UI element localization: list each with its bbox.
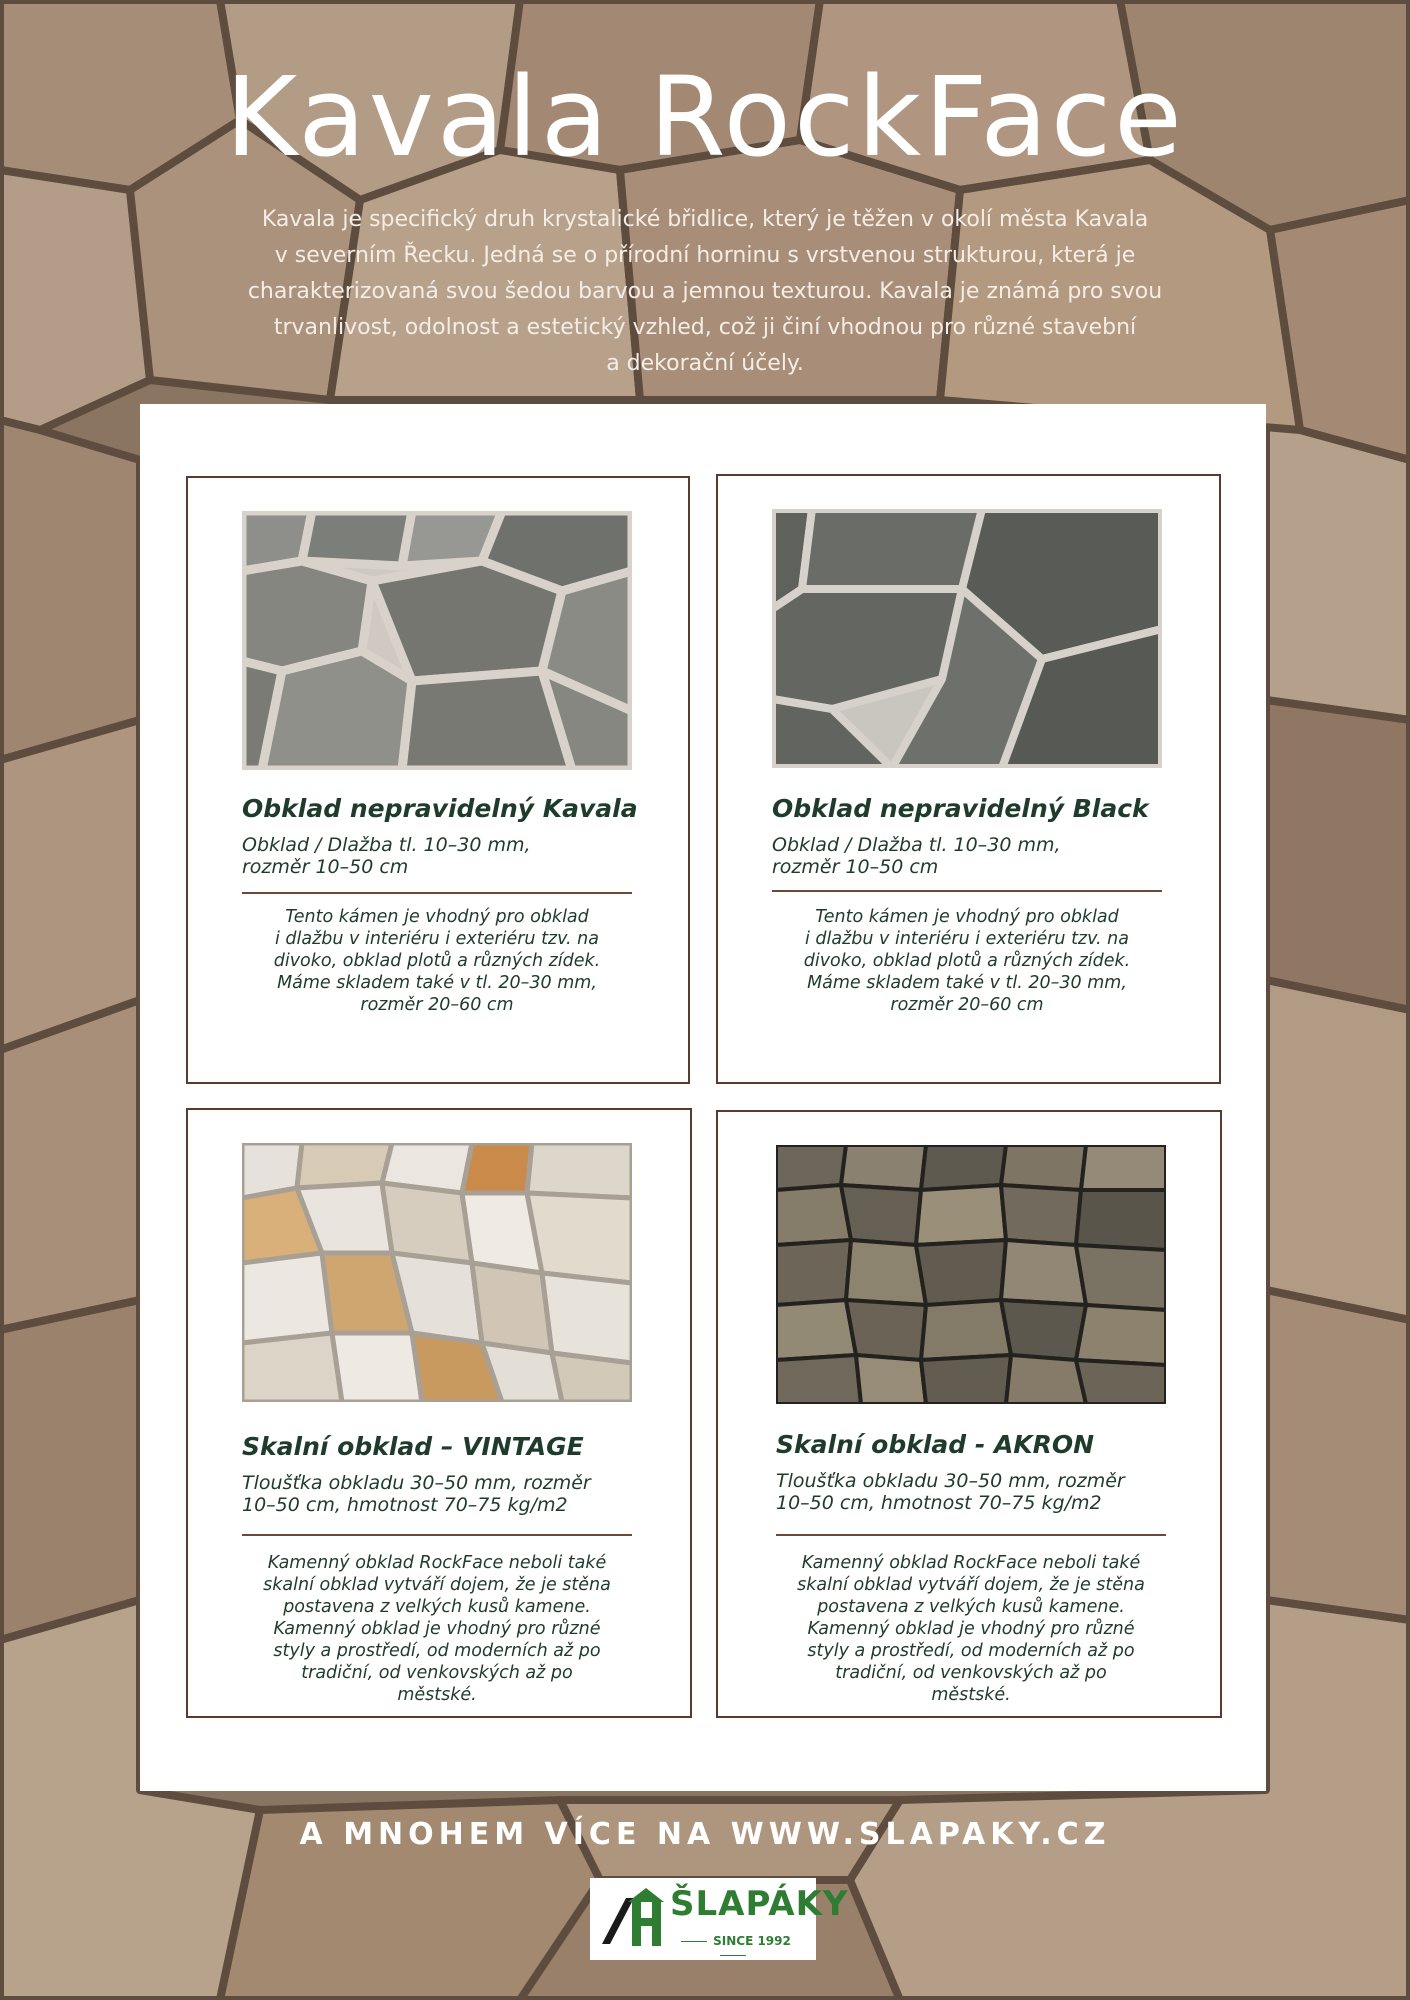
product-spec: Tloušťka obkladu 30–50 mm, rozměr 10–50 cm, hmotnost 70–75 kg/m2 xyxy=(242,1472,591,1516)
product-title: Skalní obklad - AKRON xyxy=(776,1430,1095,1459)
product-description: Tento kámen je vhodný pro obklad i dlažbu v interiéru i exteriéru tzv. na divoko, obklad plotů a různých zídek. Máme skladem také v tl. 20–30 mm, rozměr 20–60 cm xyxy=(803,907,1131,1015)
product-title: Obklad nepravidelný Black xyxy=(772,794,1149,823)
divider xyxy=(776,1534,1166,1536)
product-card-akron xyxy=(716,1110,1222,1718)
product-spec: Obklad / Dlažba tl. 10–30 mm, rozměr 10–50 cm xyxy=(242,834,531,878)
slapaky-logo xyxy=(590,1878,849,1960)
product-title: Obklad nepravidelný Kavala xyxy=(242,794,638,823)
page-title: Kavala RockFace xyxy=(225,53,1185,181)
website-callout: A MNOHEM VÍCE NA WWW.SLAPAKY.CZ xyxy=(299,1817,1111,1852)
product-card-kavala xyxy=(186,476,690,1084)
logo-brand-text: ŠLAPÁKY xyxy=(670,1884,849,1924)
product-description: Kamenný obklad RockFace neboli také skalní obklad vytváří dojem, že je stěna postavena z velkých kusů kamene. Kamenný obklad je vhodný pro různé styly a prostředí, od moderních až po tradiční, od venkovských až po městské. xyxy=(263,1553,611,1705)
divider xyxy=(242,1534,632,1536)
product-card-vintage xyxy=(186,1108,692,1718)
divider xyxy=(242,892,632,894)
intro-paragraph: Kavala je specifický druh krystalické břidlice, který je těžen v okolí města Kavala v severním Řecku. Jedná se o přírodní horninu s vrstvenou strukturou, která je charakterizovaná svou šedou barvou a jemnou texturou. Kavala je známá pro svou trvanlivost, odolnost a estetický vzhled, což ji činí vhodnou pro různé stavební a dekorační účely. xyxy=(247,207,1163,376)
dark-stone-wall-photo xyxy=(776,1145,1166,1404)
product-title: Skalní obklad – VINTAGE xyxy=(242,1432,584,1461)
product-description: Tento kámen je vhodný pro obklad i dlažbu v interiéru i exteriéru tzv. na divoko, obklad plotů a různých zídek. Máme skladem také v tl. 20–30 mm, rozměr 20–60 cm xyxy=(273,907,601,1015)
dark-flagstone-photo xyxy=(772,509,1162,768)
divider xyxy=(772,890,1162,892)
product-description: Kamenný obklad RockFace neboli také skalní obklad vytváří dojem, že je stěna postavena z velkých kusů kamene. Kamenný obklad je vhodný pro různé styly a prostředí, od moderních až po tradiční, od venkovských až po městské. xyxy=(797,1553,1145,1705)
grey-flagstone-photo xyxy=(242,511,632,770)
light-stone-wall-photo xyxy=(242,1143,632,1402)
product-card-black xyxy=(716,474,1221,1084)
logo-since-text: SINCE 1992 xyxy=(668,1934,798,1962)
product-spec: Tloušťka obkladu 30–50 mm, rozměr 10–50 cm, hmotnost 70–75 kg/m2 xyxy=(776,1470,1125,1514)
product-spec: Obklad / Dlažba tl. 10–30 mm, rozměr 10–50 cm xyxy=(772,834,1061,878)
house-h-icon xyxy=(598,1884,668,1954)
